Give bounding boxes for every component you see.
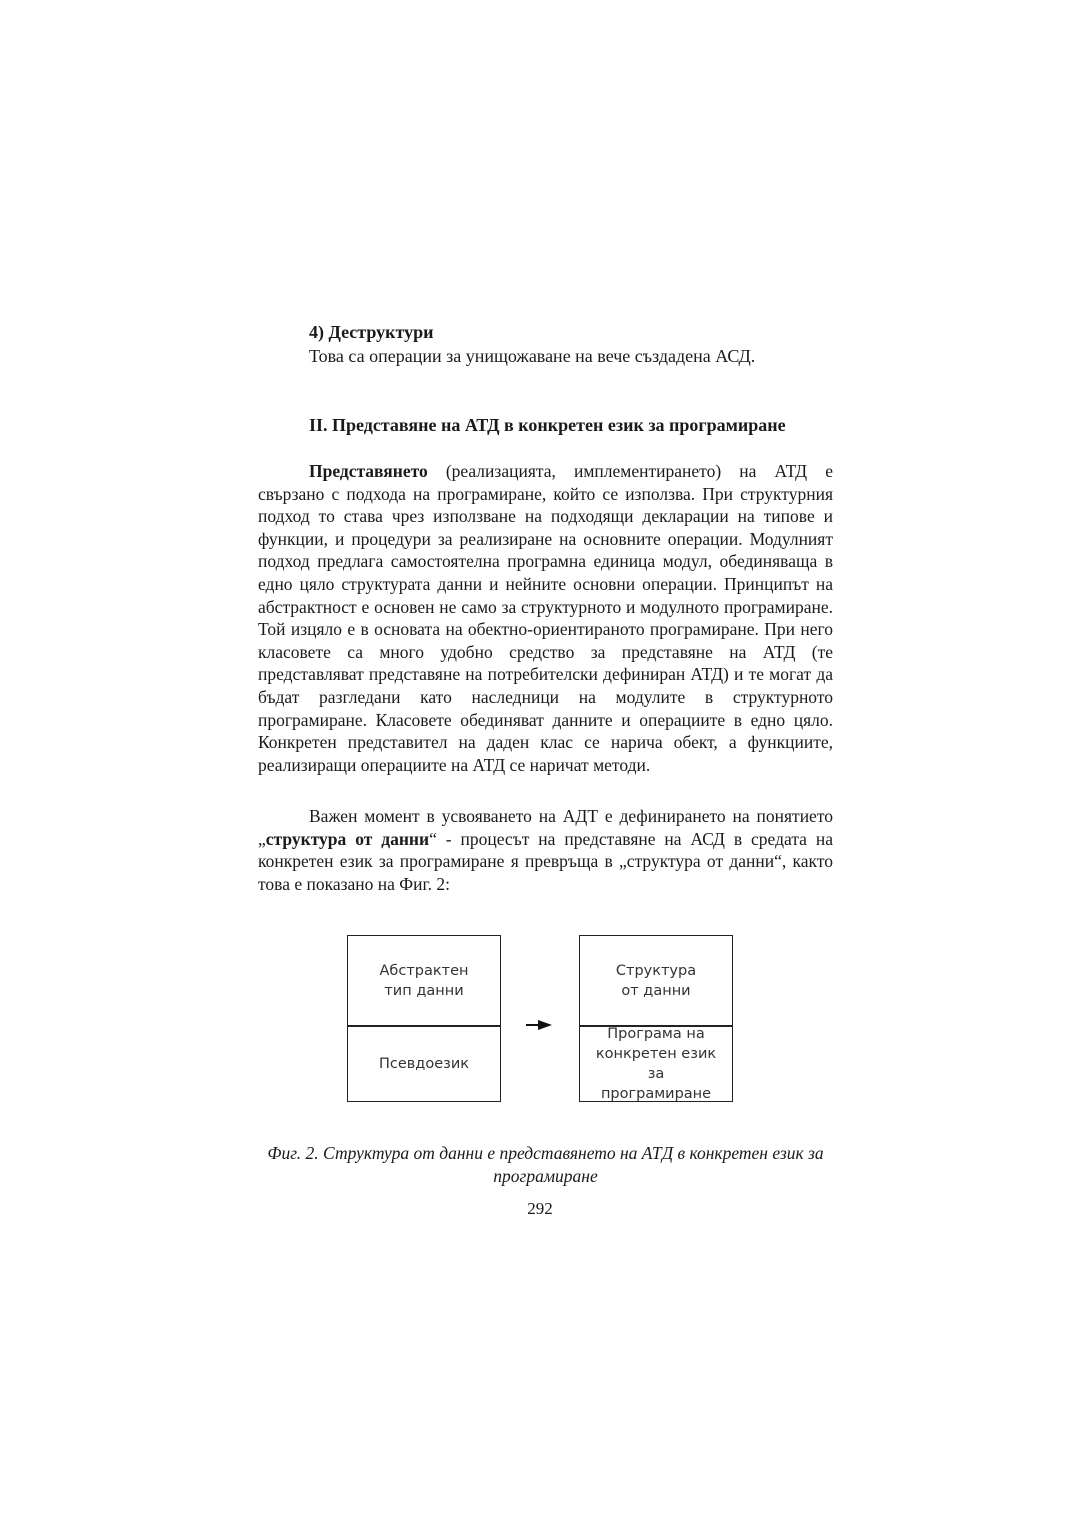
figure-label-pseudolanguage: Псевдоезик [378,1055,470,1072]
figure-label-abstract-type: Абстрактен тип данни [379,963,469,999]
paragraph-1-bold-lead: Представянето [309,461,428,481]
figure-box-pseudolanguage [347,1025,501,1102]
paragraph-representation [258,460,833,776]
figure-label-program: Програма на конкретен език за програмиране [595,1025,717,1102]
paragraph-2-text-after: “ - процесът на представяне на АСД в средата на конкретен език за програмиране я превръща в „структура от данни“, както това е показано на Фиг. 2: [258,828,833,894]
figure-box-program [579,1025,733,1102]
section-4-text: Това са операции за унищожаване на вече създадена АСД. [309,346,756,366]
section-4-title: 4) Деструктури [309,322,434,342]
paragraph-1-text: (реализацията, имплементирането) на АТД е свързано с подхода на програмиране, който се използва. При структурния подход то става чрез използване на подходящи декларации на типове и функции, и процедури за реализиране на основните операции. Модулният подход предлага самостоятелна програмна единица модул, обединяваща в едно цяло структурата данни и нейните основни операции. Принципът на абстрактност е основен не само за структурното и модулното програмиране. Той изцяло е в основата на обектно-ориентираното програмиране. При него класовете са много удобно средство за представяне на АТД (те представляват представяне на потребителски дефиниран АТД) и те могат да бъдат разгледани като наследници на модулите в структурното програмиране. Класовете обединяват данните и операциите в едно цяло. Конкретен представител на даден клас се нарича обект, а функциите, реализиращи операциите на АТД се наричат методи. [258,461,833,775]
section-2-heading: II. Представяне на АТД в конкретен език за програмиране [309,415,786,435]
figure-label-data-structure: Структура от данни [615,963,697,999]
page-number: 292 [527,1199,553,1218]
paragraph-data-structure [258,805,833,895]
figure-box-data-structure [579,935,733,1027]
figure-box-abstract-type [347,935,501,1027]
arrow-right-icon [526,1020,552,1030]
figure-caption: Фиг. 2. Структура от данни е представянето на АТД в конкретен език за програмиране [267,1143,824,1186]
paragraph-2-bold-term: структура от данни [265,828,430,849]
paragraph-2-text-before: Важен момент в усвояването на АДТ е дефинирането на понятието „ [258,806,833,849]
